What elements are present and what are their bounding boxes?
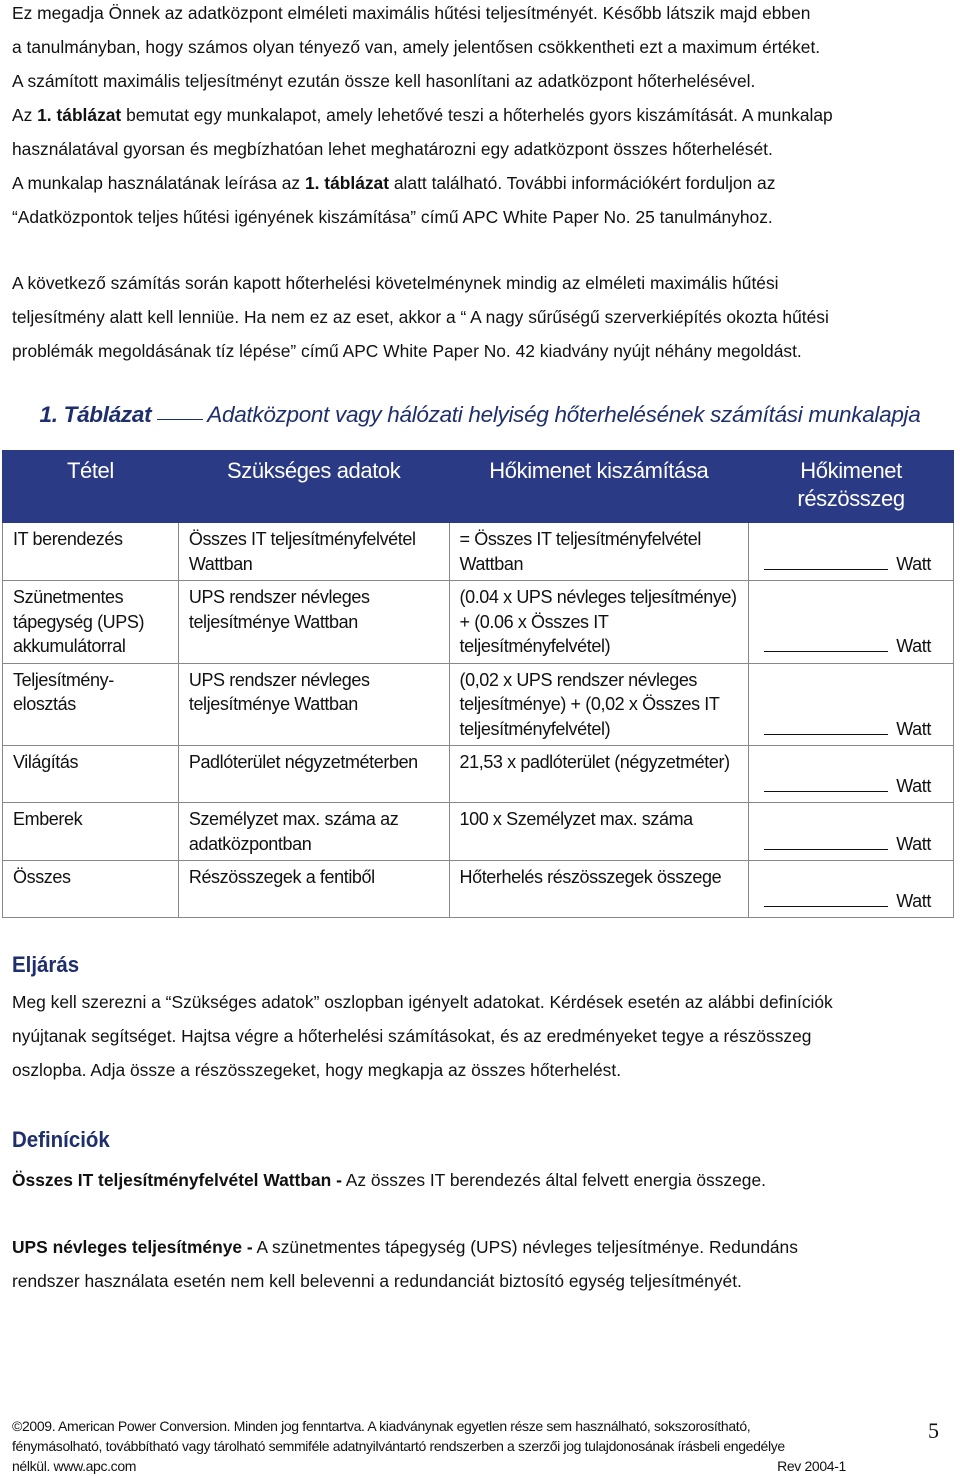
table-row [3,861,954,918]
cell-data: Padlóterület négyzetméterben [178,746,449,803]
cell-calc: (0.04 x UPS névleges teljesítménye) + (0.06 x Összes IT teljesítményfelvétel) [449,581,749,664]
cell-calc: 21,53 x padlóterület (négyzetméter) [449,746,749,803]
paragraph-line: A következő számítás során kapott hőterhelési követelménynek mindig az elméleti maximális hűtési [12,273,779,293]
unit-label: Watt [896,775,931,796]
cell-subtotal[interactable] [749,803,954,861]
cell-data: UPS rendszer névleges teljesítménye Wattban [178,581,449,664]
cell-subtotal[interactable] [749,746,954,803]
cell-subtotal[interactable] [749,663,954,746]
cell-data: Személyzet max. száma az adatközpontban [178,803,449,861]
table-row [3,663,954,746]
paragraph-line [12,1163,948,1197]
table-number: 1. Táblázat [39,402,152,427]
intro-line: a tanulmányban, hogy számos olyan tényező van, amely jelentősen csökkentheti ezt a maximum értéket. [12,37,821,57]
intro-line [12,98,948,132]
text-span: alatt található. További információkért forduljon az [389,173,776,193]
header-required-data: Szükséges adatok [178,451,449,523]
subtotal-blank[interactable] [764,716,888,735]
cell-item: Összes [3,861,179,918]
table-title-text: Adatközpont vagy hálózati helyiség hőterhelésének számítási munkalapja [207,402,921,427]
paragraph-line: oszlopba. Adja össze a részösszegeket, hogy megkapja az összes hőterhelést. [12,1060,622,1080]
definition-text: A szünetmentes tápegység (UPS) névleges teljesítménye. Redundáns [252,1237,798,1257]
intro-line: A számított maximális teljesítményt ezután össze kell hasonlítani az adatközpont hőterhelésével. [12,71,756,91]
procedure-heading: Eljárás [12,952,80,977]
definition-term: Összes IT teljesítményfelvétel Wattban - [12,1170,342,1190]
cell-calc: Hőterhelés részösszegek összege [449,861,749,918]
definition-ups-rating [12,1230,948,1298]
definition-text: Az összes IT berendezés által felvett energia összege. [341,1170,766,1190]
cell-subtotal[interactable] [749,861,954,918]
unit-label: Watt [896,833,931,854]
cell-item: Teljesítmény-elosztás [3,663,179,746]
table-title [0,402,960,428]
footer-line: fénymásolható, továbbítható vagy tárolható semmiféle adatnyilvántartó rendszerben a szerzői jog tulajdonosának írásbeli engedélye [12,1438,785,1454]
unit-label: Watt [896,890,931,911]
requirement-paragraph [12,266,948,368]
table-reference: 1. táblázat [37,105,122,125]
cell-subtotal[interactable] [749,523,954,581]
title-dash [157,419,203,420]
footer-line: ©2009. American Power Conversion. Minden jog fenntartva. A kiadványnak egyetlen része sem használható, sokszorosítható, [12,1418,751,1434]
intro-line: Ez megadja Önnek az adatközpont elméleti maximális hűtési teljesítményét. Később látszik majd ebben [12,3,811,23]
header-heat-output-subtotal: Hőkimenet részösszeg [749,451,954,523]
paragraph-line: nyújtanak segítséget. Hajtsa végre a hőterhelési számításokat, és az eredményeket tegye a részösszeg [12,1026,812,1046]
cell-calc: (0,02 x UPS rendszer névleges teljesítménye) + (0,02 x Összes IT teljesítményfelvétel) [449,663,749,746]
paragraph-line [12,1230,948,1264]
procedure-paragraph [12,985,948,1087]
table-row [3,523,954,581]
subtotal-blank[interactable] [764,633,888,652]
text-span: Az [12,105,38,125]
cell-data: Összes IT teljesítményfelvétel Wattban [178,523,449,581]
cell-item: IT berendezés [3,523,179,581]
cell-data: Részösszegek a fentiből [178,861,449,918]
paragraph-line: problémák megoldásának tíz lépése” című APC White Paper No. 42 kiadvány nyújt néhány megoldást. [12,341,802,361]
subtotal-blank[interactable] [764,831,888,850]
table-row [3,746,954,803]
heat-load-worksheet-table [2,450,954,918]
cell-calc: = Összes IT teljesítményfelvétel Wattban [449,523,749,581]
subtotal-blank[interactable] [764,888,888,907]
paragraph-line: Meg kell szerezni a “Szükséges adatok” oszlopban igényelt adatokat. Kérdések esetén az alábbi definíciók [12,992,833,1012]
intro-paragraph [12,0,948,234]
cell-data: UPS rendszer névleges teljesítménye Wattban [178,663,449,746]
table-row [3,803,954,861]
revision-label: Rev 2004-1 [777,1458,846,1474]
table-header-row [3,451,954,523]
cell-subtotal[interactable] [749,581,954,664]
unit-label: Watt [896,718,931,739]
table-row [3,581,954,664]
unit-label: Watt [896,553,931,574]
footer-line: nélkül. www.apc.com [12,1458,137,1474]
header-heat-output-calc: Hőkimenet kiszámítása [449,451,749,523]
subtotal-blank[interactable] [764,551,888,570]
cell-item: Szünetmentes tápegység (UPS) akkumulátorral [3,581,179,664]
paragraph-line: teljesítmény alatt kell lenniüe. Ha nem ez az eset, akkor a “ A nagy sűrűségű szerverkiépítés okozta hűtési [12,307,829,327]
cell-item: Emberek [3,803,179,861]
definitions-heading: Definíciók [12,1127,110,1152]
paragraph-line: rendszer használata esetén nem kell belevenni a redundanciát biztosító egység teljesítményét. [12,1271,742,1291]
unit-label: Watt [896,636,931,656]
header-item: Tétel [3,451,179,523]
text-span: A munkalap használatának leírása az [12,173,305,193]
text-span: bemutat egy munkalapot, amely lehetővé teszi a hőterhelés gyors kiszámítását. A munkalap [121,105,833,125]
intro-line: “Adatközpontok teljes hűtési igényének kiszámítása” című APC White Paper No. 25 tanulmányhoz. [12,207,773,227]
subtotal-blank[interactable] [764,773,888,792]
definition-it-power [12,1163,948,1197]
page-number: 5 [928,1418,939,1443]
cell-item: Világítás [3,746,179,803]
table-reference: 1. táblázat [304,173,390,193]
intro-line [12,166,948,200]
definition-term: UPS névleges teljesítménye - [12,1237,253,1257]
cell-calc: 100 x Személyzet max. száma [449,803,749,861]
intro-line: használatával gyorsan és megbízhatóan lehet meghatározni egy adatközpont összes hőterhelését. [12,139,773,159]
copyright-footer [12,1416,852,1476]
